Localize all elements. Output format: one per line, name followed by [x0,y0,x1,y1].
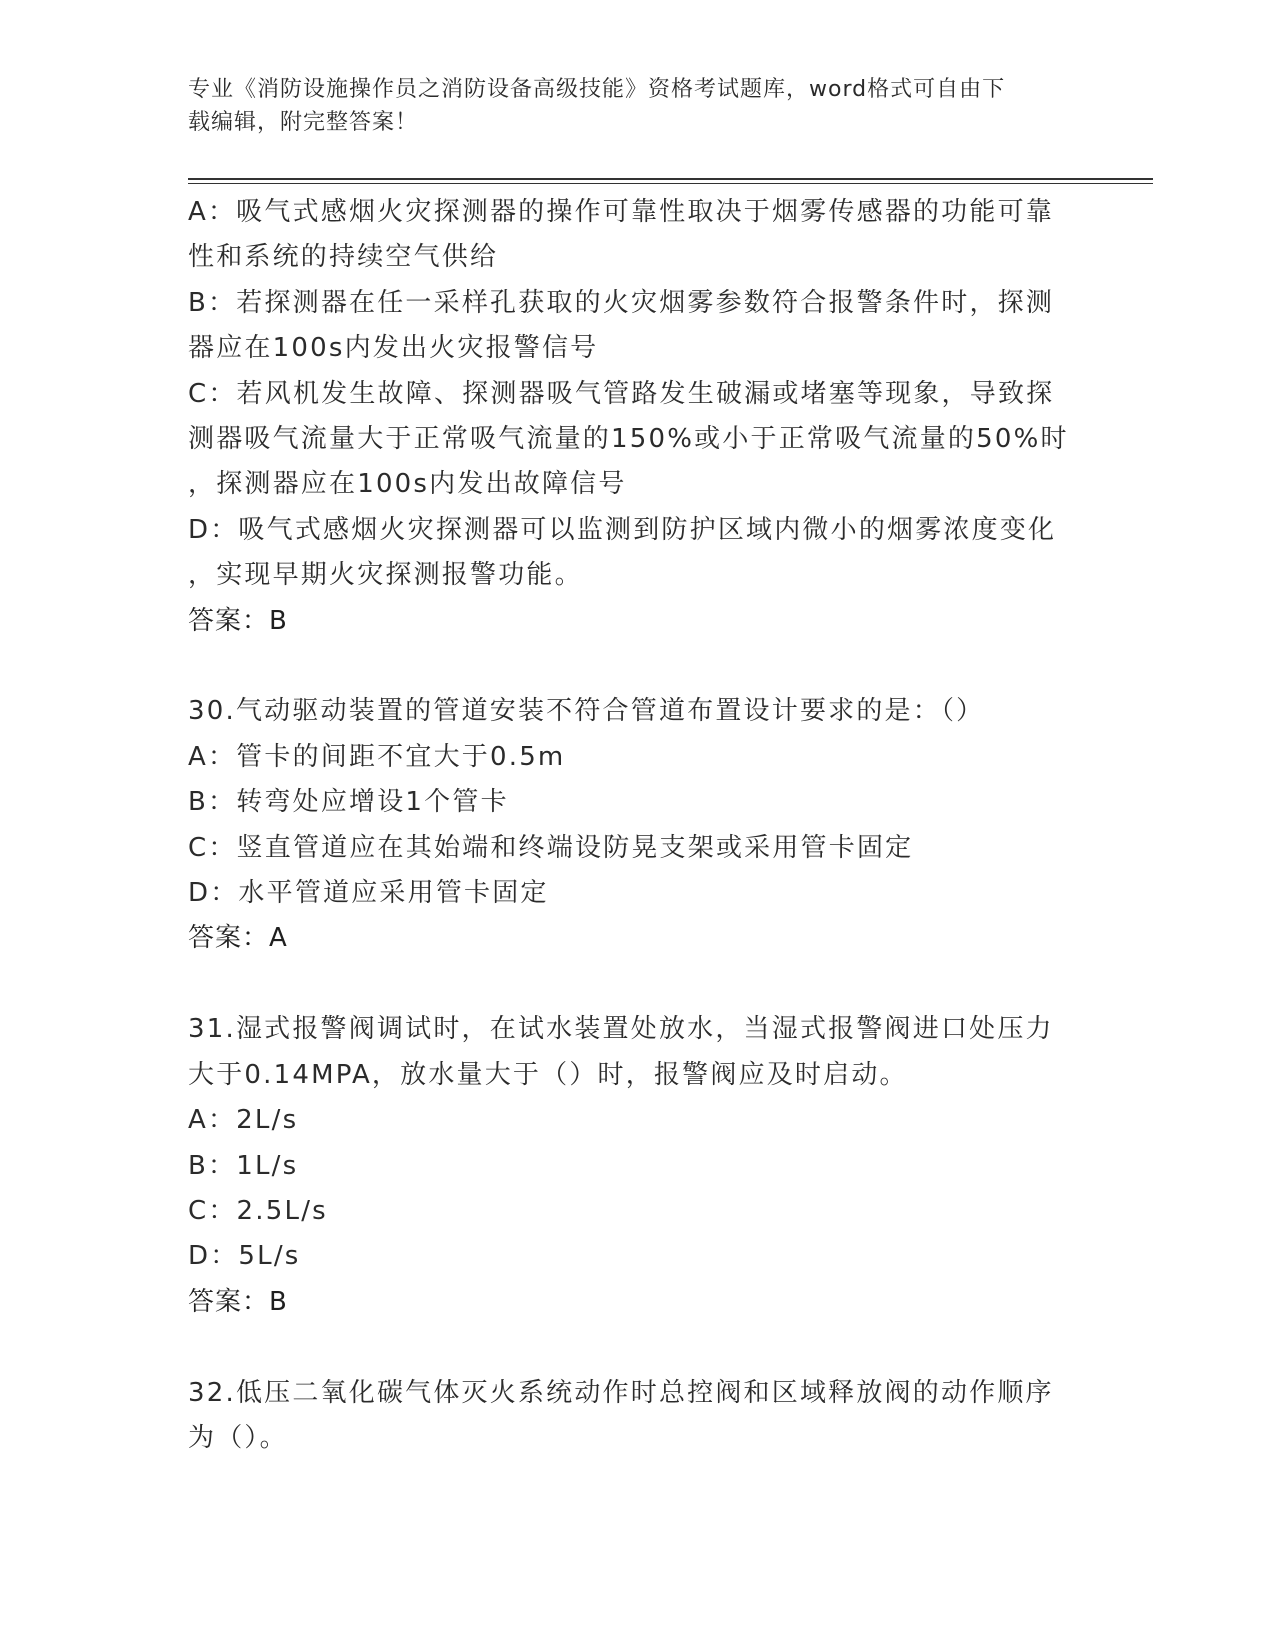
option-c-line-2: 测器吸气流量大于正常吸气流量的150%或小于正常吸气流量的50%时 [188,424,1069,455]
option-d-line-2: ，实现早期火灾探测报警功能。 [188,560,583,591]
header-divider-thin [188,183,1153,184]
option-a: A：2L/s [188,1105,299,1136]
question-32-text-line-1: 32.低压二氧化碳气体灭火系统动作时总控阀和区域释放阀的动作顺序 [188,1377,1054,1408]
spacer [188,1325,1078,1370]
question-32-block [188,1371,1078,1462]
document-body [188,190,1078,1461]
option-d: D：5L/s [188,1241,301,1272]
question-32-text-line-2: 为（）。 [188,1422,288,1453]
spacer [188,962,1078,1007]
option-a-line-2: 性和系统的持续空气供给 [188,242,499,273]
option-b: B：1L/s [188,1150,299,1181]
option-c: C：2.5L/s [188,1195,328,1226]
option-d-line-1: D：吸气式感烟火灾探测器可以监测到防护区域内微小的烟雾浓度变化 [188,514,1057,545]
option-c: C：竖直管道应在其始端和终端设防晃支架或采用管卡固定 [188,832,914,863]
header-divider-thick [188,178,1153,180]
document-header [188,73,1068,139]
header-line-1: 专业《消防设施操作员之消防设备高级技能》资格考试题库，word格式可自由下 [188,77,1006,102]
question-30-block [188,689,1078,961]
option-c-line-3: ，探测器应在100s内发出故障信号 [188,469,627,500]
question-30-text: 30.气动驱动装置的管道安装不符合管道布置设计要求的是：（） [188,696,985,727]
option-b-line-2: 器应在100s内发出火灾报警信号 [188,333,599,364]
option-b-line-1: B：若探测器在任一采样孔获取的火灾烟雾参数符合报警条件时，探测 [188,287,1055,318]
option-d: D：水平管道应采用管卡固定 [188,878,549,909]
option-b: B：转弯处应增设1个管卡 [188,787,509,818]
option-a: A：管卡的间距不宜大于0.5m [188,741,566,772]
answer-30: 答案：A [188,923,288,954]
question-29-block [188,190,1078,644]
question-31-text-line-2: 大于0.14MPA，放水量大于（）时，报警阀应及时启动。 [188,1059,908,1090]
answer-31: 答案：B [188,1286,288,1317]
option-c-line-1: C：若风机发生故障、探测器吸气管路发生破漏或堵塞等现象，导致探 [188,378,1055,409]
answer-29: 答案：B [188,605,288,636]
option-a-line-1: A：吸气式感烟火灾探测器的操作可靠性取决于烟雾传感器的功能可靠 [188,197,1054,227]
question-31-block [188,1007,1078,1325]
spacer [188,644,1078,689]
question-31-text-line-1: 31.湿式报警阀调试时，在试水装置处放水，当湿式报警阀进口处压力 [188,1014,1054,1045]
header-line-2: 载编辑，附完整答案！ [188,110,419,135]
